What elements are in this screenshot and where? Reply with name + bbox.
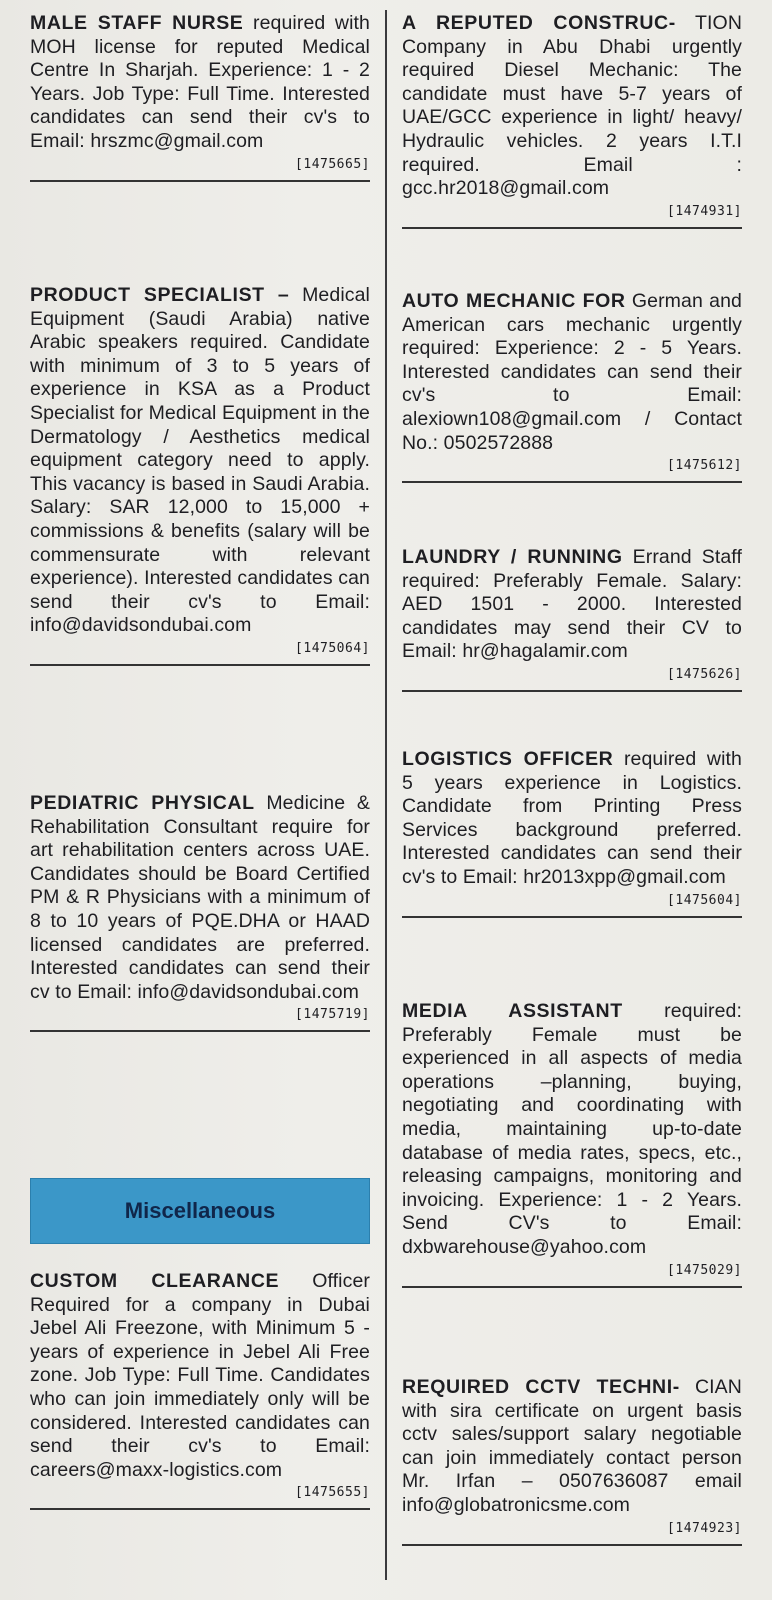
ad-email: alexiown108@gmail.com / Contact No.: 0502572888 bbox=[402, 407, 742, 454]
ad-ref-number: [1474923] bbox=[667, 1520, 742, 1536]
ad-male-staff-nurse bbox=[30, 12, 370, 174]
ad-ref-number: [1475612] bbox=[667, 458, 742, 474]
ad-email: hrszmc@gmail.com bbox=[90, 129, 264, 152]
ad-body: required with 5 years experience in Logistics. Candidate from Printing Press Services background preferred. Interested candidates can send their cv's to Email: bbox=[402, 748, 742, 888]
ad-body: TION Company in Abu Dhabi urgently required Diesel Mechanic: The candidate must have 5-7 years of UAE/GCC experience in light/ heavy/ Hydraulic vehicles. 2 years I.T.I required. Email : bbox=[402, 12, 743, 176]
ad-pediatric-physical bbox=[30, 792, 370, 1024]
ad-ref-number: [1475064] bbox=[295, 640, 370, 656]
right-column bbox=[402, 0, 742, 1600]
ad-ref-number: [1475626] bbox=[667, 666, 742, 682]
ad-auto-mechanic bbox=[402, 290, 742, 475]
ad-body: Officer Required for a company in Dubai Jebel Ali Freezone, with Minimum 5 - years of experience in Jebel Ali Free zone. Job Type: Full Time. Candidates who can join immediately only will be considered. Interested candidates can send their cv's to Email: bbox=[30, 1270, 370, 1458]
ad-laundry-running bbox=[402, 546, 742, 684]
ad-ref-number: [1475029] bbox=[667, 1262, 742, 1278]
ad-ref-number: [1475665] bbox=[295, 156, 370, 172]
ad-media-assistant bbox=[402, 1000, 742, 1280]
ad-cctv-technician bbox=[402, 1376, 742, 1538]
ad-ref-number: [1475604] bbox=[667, 892, 742, 908]
ad-email: info@davidsondubai.com bbox=[30, 614, 252, 637]
column-divider bbox=[385, 10, 387, 1580]
section-banner-miscellaneous bbox=[30, 1178, 370, 1244]
ad-headline: MEDIA ASSISTANT bbox=[402, 1000, 623, 1022]
ad-separator bbox=[402, 1286, 742, 1288]
ad-email: info@davidsondubai.com bbox=[137, 980, 359, 1003]
ad-headline: A REPUTED CONSTRUC- bbox=[402, 12, 676, 34]
ad-headline: REQUIRED CCTV TECHNI- bbox=[402, 1376, 680, 1398]
ad-body: required with MOH license for reputed Medical Centre In Sharjah. Experience: 1 - 2 Years. Job Type: Full Time. Interested candidates can send their cv's to Email: bbox=[30, 12, 370, 152]
ad-email: gcc.hr2018@gmail.com bbox=[402, 177, 610, 200]
ad-separator bbox=[402, 690, 742, 692]
ad-email: careers@maxx-logistics.com bbox=[30, 1458, 283, 1481]
ad-separator bbox=[402, 1544, 742, 1546]
ad-separator bbox=[30, 664, 370, 666]
ad-logistics-officer bbox=[402, 748, 742, 910]
ad-separator bbox=[402, 916, 742, 918]
ad-headline: CUSTOM CLEARANCE bbox=[30, 1270, 280, 1292]
ad-headline: PRODUCT SPECIALIST – bbox=[30, 284, 290, 306]
ad-body: Medicine & Rehabilitation Consultant require for art rehabilitation centers across UAE. Candidates should be Board Certified PM & R Physicians with a minimum of 8 to 10 years of PQE.DHA or HAAD licensed candidates are preferred. Interested candidates can send their cv to Email: bbox=[30, 792, 370, 1003]
ad-email: hr2013xpp@gmail.com bbox=[523, 865, 726, 888]
ad-separator bbox=[402, 227, 742, 229]
ad-body: CIAN with sira certificate on urgent basis cctv sales/support salary negotiable can join immediately contact person Mr. Irfan – 0507636087 email bbox=[402, 1376, 742, 1493]
ad-email: dxbwarehouse@yahoo.com bbox=[402, 1235, 647, 1258]
ad-product-specialist bbox=[30, 284, 370, 658]
left-column bbox=[30, 0, 370, 1600]
ad-body: German and American cars mechanic urgently required: Experience: 2 - 5 Years. Interested candidates can send their cv's to Email: bbox=[402, 290, 742, 407]
ad-headline: AUTO MECHANIC FOR bbox=[402, 290, 626, 312]
ad-headline: LOGISTICS OFFICER bbox=[402, 748, 614, 770]
ad-email: hr@hagalamir.com bbox=[462, 640, 628, 663]
ad-construction-mechanic bbox=[402, 12, 742, 221]
ad-body: Medical Equipment (Saudi Arabia) native Arabic speakers required. Candidate with minimum of 3 to 5 years of experience in KSA as a Product Specialist for Medical Equipment in the Dermatology / Aesthetics medical equipment category need to apply. This vacancy is based in Saudi Arabia. Salary: SAR 12,000 to 15,000 + commissions & benefits (salary will be commensurate with relevant experience). Interested candidates can send their cv's to Email: bbox=[30, 284, 370, 613]
ad-email: info@globatronicsme.com bbox=[402, 1493, 631, 1516]
ad-separator bbox=[402, 481, 742, 483]
ad-headline: MALE STAFF NURSE bbox=[30, 12, 244, 34]
ad-custom-clearance bbox=[30, 1270, 370, 1502]
ad-ref-number: [1474931] bbox=[667, 203, 742, 219]
ad-headline: PEDIATRIC PHYSICAL bbox=[30, 792, 255, 814]
ad-ref-number: [1475719] bbox=[295, 1007, 370, 1023]
ad-body: required: Preferably Female must be experienced in all aspects of media operations –planning, buying, negotiating and coordinating with media, maintaining up-to-date database of media rates, specs, etc., releasing campaigns, monitoring and invoicing. Experience: 1 - 2 Years. Send CV's to Email: bbox=[402, 1000, 742, 1235]
banner-label: Miscellaneous bbox=[124, 1198, 276, 1223]
ad-headline: LAUNDRY / RUNNING bbox=[402, 546, 623, 568]
ad-separator bbox=[30, 1508, 370, 1510]
ad-separator bbox=[30, 1030, 370, 1032]
ad-ref-number: [1475655] bbox=[295, 1485, 370, 1501]
ad-body: Errand Staff required: Preferably Female. Salary: AED 1501 - 2000. Interested candidates may send their CV to Email: bbox=[402, 546, 742, 663]
ad-separator bbox=[30, 180, 370, 182]
